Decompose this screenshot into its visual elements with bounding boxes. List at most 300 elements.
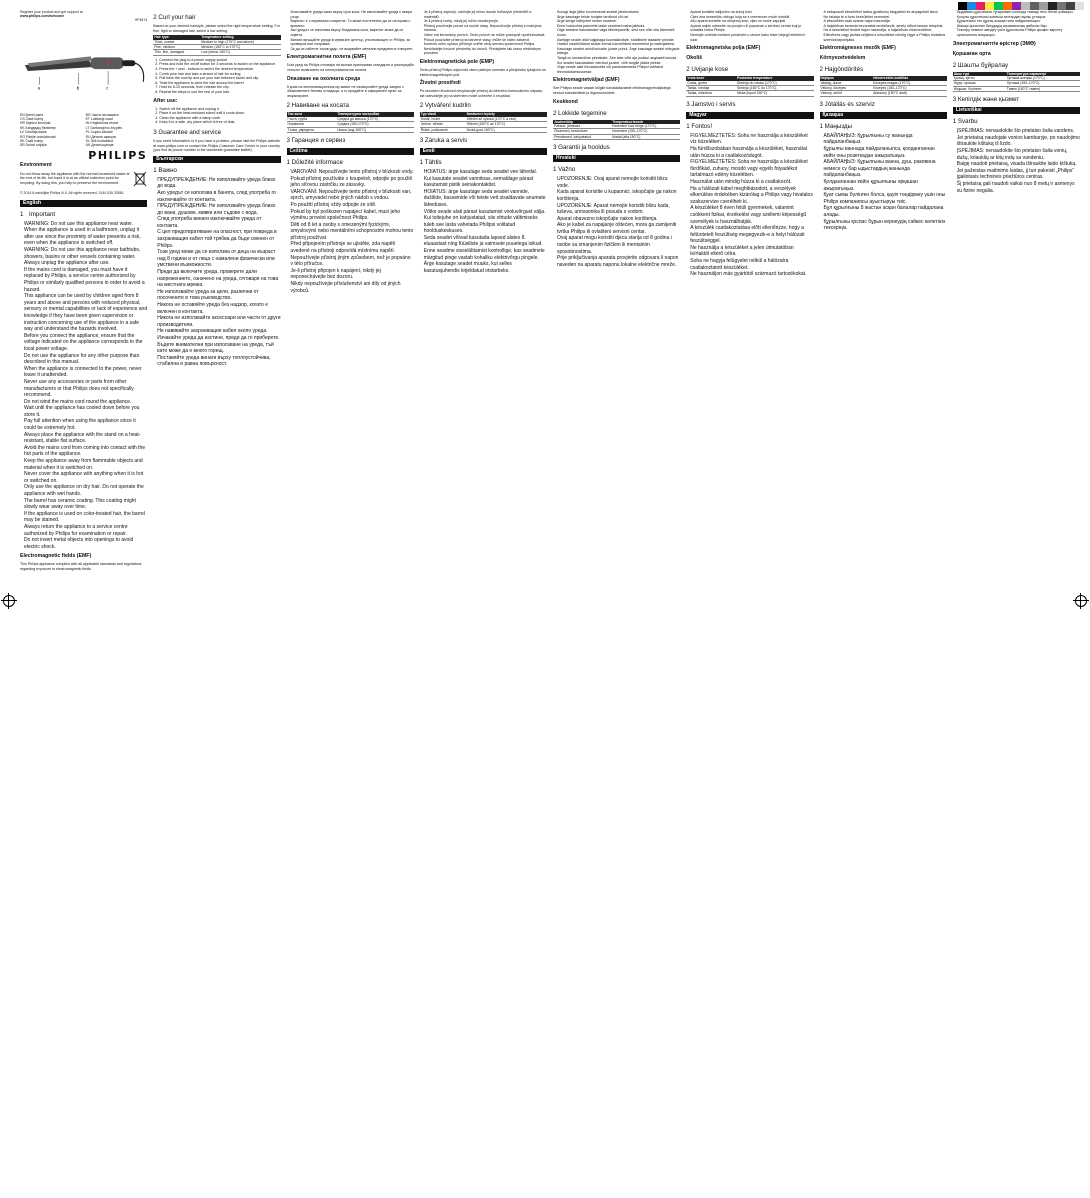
list-item: • Always place the appliance with the stand on a heat-resistant, stable flat surface.: [24, 432, 147, 445]
hu-env-title: Környezetvédelem: [819, 55, 866, 62]
column-6: [686, 10, 813, 1190]
list-item: • If the mains cord is damaged, you must have it replaced by Philips, a service centre authorized by Philips or similarly qualified persons in order to avoid a hazard.: [24, 267, 147, 293]
table-row: [553, 134, 680, 139]
table-cell: Alacsony (150°C alatt): [872, 91, 947, 96]
list-item: • UPOZORENJE: Ovaj aparat nemojte koristiti blizu vode.: [557, 176, 680, 189]
list-item: • След употреба винаги изключвайте уреда от контакта.: [157, 216, 280, 229]
table-cell: Niska (ispod 150°C): [736, 91, 814, 96]
legend-item: BG Части на машата: [85, 112, 119, 117]
list-item: • Soha ne hagyja felügyelet nélkül a hálózatra csatlakoztatott készüléket.: [690, 258, 813, 271]
list-item: • WARNING: Do not use this appliance near water.: [24, 221, 147, 228]
color-swatch: [994, 2, 1003, 10]
list-item: • UPOZORENJE: Aparat nemojte koristiti blizu kada, tuševa, umivaonika ili posuda s vodom.: [557, 203, 680, 216]
hu-important-title: 1 Fontos!: [686, 122, 713, 130]
table-header-cell: Postavka temperature: [736, 76, 814, 80]
list-item: • Kui toitejuhe on kahjustatud, siis ohtude vältimiseks tuleb see lasta vahetada Philipsi volitatud hoolduskeskuses.: [424, 215, 547, 235]
list-item: • The barrel has ceramic coating. This coating might slowly wear away over time.: [24, 498, 147, 511]
table-cell: Srednja do visoka (170°C): [736, 81, 814, 86]
list-item: • Қуат сымы бүлінген болса, қауіп төндірмеу үшін оны Philips компаниясы ауыстыруы тиіс.: [824, 192, 947, 205]
table-cell: Жіңішке, бүлінген: [953, 86, 1006, 91]
list-item: • Cijev ima keramičku oblogu koja se s vremenom može istrošiti.: [690, 15, 813, 20]
hu-guarantee-title: 3 Jótállás és szerviz: [819, 100, 875, 108]
table-cell: Гъста, груба: [287, 117, 337, 122]
list-item: • Преди да включите уреда, проверете дали напрежението, означено на уреда, отговаря на това на местната мрежа.: [157, 269, 280, 289]
table-header-cell: Typ vlasů: [420, 112, 466, 116]
list-item: • Jei prietaisą naudojate vonios kambaryje, po naudojimo ištraukite kištuką iš lizdo.: [957, 135, 1080, 148]
legend-item: ET Lokitangi osad: [85, 117, 113, 122]
list-item: • Never cover the appliance with anything when it is hot or switched on.: [24, 471, 147, 484]
table-cell: Қалың, қатты: [953, 76, 1006, 81]
register-line: Register your product and get support at: [20, 10, 83, 14]
list-item: • Қосулы құрылғыны жанғыш заттардан аулақ ұстаңыз.: [957, 15, 1080, 20]
list-item: • Ако уредът се използва върху боядисана коса, варелът може да се оцвети.: [291, 28, 414, 37]
table-cell: Közepes-magas (170°C): [872, 81, 947, 86]
hu-temperature-table: [820, 76, 947, 97]
hu-more-list: [820, 10, 947, 42]
list-item: 1. Connect the plug to a power supply socket.: [159, 58, 280, 63]
emf-title: Electromagnetic fields (EMF): [20, 553, 92, 560]
hr-important-title: 1 Važno: [553, 166, 576, 174]
registration-mark-left: [3, 595, 15, 607]
table-cell: Төмен (150°C төмен): [1006, 86, 1080, 91]
list-item: • Ne takarja le a forró készüléket semmivel.: [824, 15, 947, 20]
list-item: • Kui seadet kasutatakse värvitud juustel, võib tangile jääda plekke.: [557, 61, 680, 66]
table-cell: Жұқа, орташа: [953, 81, 1006, 86]
after-use-title: After use:: [153, 97, 178, 104]
list-item: • Hoidke sisselülitatud seade eemal tuleohtlikest esemetest ja materjalidest.: [557, 42, 680, 47]
table-row: [287, 127, 414, 132]
et-emf-title: Elektromagnetväljad (EMF): [553, 77, 620, 84]
table-header-cell: Juuksetüüp: [553, 120, 611, 124]
list-item: • VAROVÁNÍ: Nepoužívejte tento přístroj v blízkosti van, sprch, umyvadel nebo jiných nádob s vodou.: [291, 189, 414, 202]
list-item: • Keep the appliance away from flammable objects and material when it is switched on.: [24, 458, 147, 471]
list-item: • Je-li přístroj zapnutý, udržujte jej mimo dosah hořlavých předmětů a materiálů.: [424, 10, 547, 19]
cs-guarantee-title: 3 Záruka a servis: [419, 136, 468, 144]
list-item: • Nevkládejte kovové předměty do otvorů. Předejdete tak úrazu elektrickým proudem.: [424, 47, 547, 56]
column-3: [287, 10, 414, 1190]
list-item: • Olge seadme kasutamisel väga tähelepanelik, sest see võib olla äärmiselt kuum.: [557, 28, 680, 37]
parts-legend: [20, 113, 147, 148]
list-item: • Nepoužívejte přístroj jiným způsobem, než je popsáno v této příručce.: [291, 255, 414, 268]
list-item: • АБАЙЛАҢЫЗ: Құрылғыны су жанында пайдаланбаңыз.: [824, 133, 947, 146]
list-item: • A hajsütővas kerámia bevonattal rendelkezik, amely idővel lassan lekophat.: [824, 24, 947, 29]
hr-more-list: [686, 10, 813, 42]
list-item: • Only use the appliance on dry hair. Do not operate the appliance with wet hands.: [24, 484, 147, 497]
list-item: • When the appliance is used in a bathroom, unplug it after use since the proximity of water presents a risk, even when the appliance is switched off.: [24, 227, 147, 247]
column-1: [20, 10, 147, 1190]
list-item: • This appliance can be used by children aged from 8 years and above and persons with reduced physical, sensory or mental capabilities or lack of experience and knowledge if they have been given supervision or instruction concerning use of the appliance in a safe way and understand the hazards involved.: [24, 293, 147, 333]
list-item: • Never use any accessories or parts from other manufacturers or that Philips does not specifically recommend.: [24, 379, 147, 399]
svg-text:a: a: [37, 85, 41, 91]
list-item: • Винаги връщайте уреда в сервизен център, упълномощен от Philips, за проверка или поправка.: [291, 38, 414, 47]
hr-guarantee-title: 3 Jamstvo i servis: [686, 100, 736, 108]
cs-env-title: Životní prostředí: [419, 80, 461, 87]
guarantee-text: If you need information or if you have a problem, please visit the Philips website at www.philips.com or contact the Philips Customer Care Centre in your country (you find its phone number in the worldwide guarantee leaflet).: [153, 138, 280, 153]
list-item: • Құрылғыны тек құрғақ шашқа ғана пайдаланыңыз.: [957, 19, 1080, 24]
list-item: 8. Repeat the steps to curl the rest of your hair.: [159, 90, 280, 95]
list-item: • A bekapcsolt készüléket tartsa gyúlékony tárgyaktól és anyagoktól távol.: [824, 10, 947, 15]
color-swatch: [1039, 2, 1048, 10]
list-item: • Ha a hálózati kábel meghibásodott, a veszélyek elkerülése érdekében kizárólag a Philips vagy hivatalos szakszervize cserélheti ki.: [690, 186, 813, 206]
hr-env-title: Okoliš: [686, 55, 703, 62]
section-guarantee: 3 Guarantee and service: [153, 128, 222, 136]
list-item: • Kada aparat koristite u kupaonici, iskopčajte ga nakon korištenja.: [557, 189, 680, 202]
column-8: [953, 10, 1080, 1190]
bg-warning-list: [153, 177, 280, 368]
list-item: • HOIATUS: ärge kasutage seda seadet vee lähedal.: [424, 169, 547, 176]
table-cell: Medium (150°C to 170°C): [200, 45, 280, 50]
list-item: • Ha a készüléket festett hajon használja, a hajsütővas elszíneződhet.: [824, 28, 947, 33]
cs-emf-text: Tento přístroj Philips odpovídá všem platným normám a předpisům týkajícím se elektromagnetických polí.: [419, 67, 546, 77]
legend-item: CS Části kulmy: [20, 117, 44, 122]
table-cell: Řídké, poškozené: [420, 127, 466, 132]
hr-emf-title: Elektromagnetska polja (EMF): [686, 45, 761, 52]
hr-temperature-table: [686, 76, 813, 97]
after-use-steps: [153, 107, 280, 125]
color-swatch: [1057, 2, 1066, 10]
list-item: 7. Hold for 8-10 seconds, then release the clip.: [159, 85, 280, 90]
cs-more-list: [420, 10, 547, 56]
list-item: 6. Twist the appliance to wind the hair around the barrel.: [159, 81, 280, 86]
list-item: • Aparat koristite isključivo na suhoj kosi.: [690, 10, 813, 15]
table-header-cell: Hair type: [153, 35, 200, 39]
table-cell: Gusta, gruba: [686, 81, 736, 86]
english-warnings: [20, 221, 147, 551]
list-item: • ПРЕДУПРЕЖДЕНИЕ: Не използвайте уреда близо до вани, душове, мивки или съдове с вода.: [157, 203, 280, 216]
list-item: • Válec má keramický povrch. Tento povrch se může postupně opotřebovávat.: [424, 33, 547, 38]
color-swatch: [1012, 2, 1021, 10]
list-item: • Ako aparat koristite na obojenoj kosi, cijev se može zaprljati.: [690, 19, 813, 24]
kk-env-title: Қоршаған орта: [952, 50, 991, 57]
list-item: • Před připojením přístroje se ujistěte, zda napětí uvedené na přístroji odpovídá místnímu napětí.: [291, 241, 414, 254]
list-item: • Enne seadme sisselülitamist kontrollige, kas seadmele märgitud pinge vastab kohaliku elektrivõrgu pingele.: [424, 248, 547, 261]
list-item: • Никога не използвайте аксесоари или части от други производители.: [157, 315, 280, 328]
legend-item: LV Cirtotāja daļas: [20, 130, 47, 135]
list-item: • Võtke seade alati pärast kasutamist vooluvõrgust välja.: [424, 209, 547, 216]
cs-env-text: Po skončení životnosti nevyhazujte přístroj do běžného komunálního odpadu, ale odevzdejte jej na sběrném místě určeném k recyklaci.: [419, 89, 544, 98]
table-row: [820, 91, 947, 96]
table-cell: Paksud, jämedad: [553, 124, 611, 129]
table-cell: Thick, coarse: [153, 40, 200, 45]
list-item: • Po použití přístroj vždy odpojte ze sítě.: [291, 202, 414, 209]
table-cell: Орташа-жоғары (170°C): [1006, 76, 1080, 81]
list-item: • Wait until the appliance has cooled down before you store it.: [24, 405, 147, 418]
list-item: • Pay full attention when using the appliance since it could be extremely hot.: [24, 418, 147, 431]
list-item: • Before you connect the appliance, ensure that the voltage indicated on the appliance corresponds to the local power voltage.: [24, 333, 147, 353]
list-item: • Ако уредът се използва в банята, след употреба го изключвайте от контакта.: [157, 190, 280, 203]
list-item: • С цел предотвратяване на опасност, при повреда в захранващия кабел той трябва да бъде сменен от Philips.: [157, 229, 280, 249]
bg-more-list: [287, 10, 414, 51]
section-bg-important: 1 Важно: [153, 166, 177, 174]
list-item: • If the appliance is used on color-treated hair, the barrel may be stained.: [24, 511, 147, 524]
color-swatch: [1048, 2, 1057, 10]
legend-item: HR Dijelovi kovrčala: [20, 121, 51, 126]
table-row: [686, 91, 813, 96]
table-cell: Tanka, oštećena: [686, 91, 736, 96]
et-warning-list: [420, 169, 547, 275]
list-item: • Je-li přístroj připojen k napájení, nikdy jej neponechávejte bez dozoru.: [291, 268, 414, 281]
table-cell: Střední (150°C až 170°C): [466, 122, 547, 127]
table-header-cell: Hajtípus: [820, 76, 873, 80]
list-item: • ПРЕДУПРЕЖДЕНИЕ: Не използвайте уреда близо до вода.: [157, 177, 280, 190]
curl-steps: [153, 58, 280, 95]
column-4: [420, 10, 547, 1190]
table-row: [153, 50, 280, 55]
list-item: 3. Press the + and - buttons to select the desired temperature.: [159, 67, 280, 72]
list-item: • Always return the appliance to a service centre authorized by Philips for examination or repair.: [24, 524, 147, 537]
list-item: • Ärge kasutage seadet muuks, kui selles kasutusjuhendis kirjeldatud otstarbeks.: [424, 261, 547, 274]
environment-block: [20, 171, 147, 187]
section-important: 1 Important: [20, 210, 56, 218]
list-item: • Ha fürdőszobában használja a készüléket, használat után húzza ki a csatlakozódugót.: [690, 146, 813, 159]
list-item: • FIGYELMEZTETÉS: Soha ne használja a készüléket fürdőkád, zuhany, mosdó vagy egyéb folyadékot tartalmazó edény közelében.: [690, 159, 813, 179]
lt-important-title: 1 Svarbu: [952, 118, 978, 126]
et-emf-text: See Philipsi seade vastab kõigile kohaldatavatele elektromagnetväljadega seotud standarditele ja õigusnormidele.: [553, 86, 671, 95]
list-item: • Aparat uvijek odnesite na provjeru ili popravak u servisni centar koji je ovlastila tvrtka Philips.: [690, 24, 813, 33]
kk-important-title: 1 Маңызды: [819, 122, 852, 130]
list-item: • FIGYELMEZTETÉS: Soha ne használja a készüléket víz közelében.: [690, 133, 813, 146]
table-row: [420, 127, 547, 132]
crossed-bin-icon: [133, 171, 147, 187]
list-item: • Avoid the mains cord from coming into contact with the hot parts of the appliance.: [24, 445, 147, 458]
curling-iron-drawing: [20, 37, 147, 107]
list-item: • Бъдете внимателни при използване на уреда, тъй като може да е много горещ.: [157, 342, 280, 355]
table-cell: Ниска (под 150°C): [336, 127, 414, 132]
print-color-bar: [958, 2, 1084, 10]
legend-item: HU Hajsütővas részei: [85, 121, 119, 126]
bg-emf-text: Този уред на Philips отговаря на всички приложими стандарти и разпоредби относно излагането на електромагнитни полета.: [286, 63, 414, 72]
list-item: • Не навивайте захранващия кабел около уреда.: [157, 328, 280, 335]
list-item: • Құрылғы ваннада пайдаланылса, қолданғаннан кейін оны розеткадан ажыратыңыз.: [824, 146, 947, 159]
hr-curl-title: 2 Uvijanje kose: [686, 66, 729, 74]
manual-columns: [20, 10, 1080, 1190]
language-bar-bulgarian: Български: [153, 156, 280, 163]
lt-warning-list: [953, 128, 1080, 194]
et-curl-title: 2 Lokkide tegemine: [553, 109, 607, 117]
emf-text: This Philips appliance complies with all applicable standards and regulations regarding exposure to electromagnetic fields.: [20, 562, 142, 571]
list-item: • Ne használja a készüléket a jelen útmutatóban leírtaktól eltérő célra.: [690, 245, 813, 258]
table-cell: Srednja (150°C do 170°C): [736, 85, 814, 90]
table-cell: Medium to high (170°C and above): [200, 40, 280, 45]
language-bar-eesti: Eesti: [420, 148, 547, 155]
et-temperature-table: [553, 120, 680, 141]
table-header-cell: Шаш түрі: [953, 72, 1006, 76]
product-illustration: [20, 37, 147, 107]
cs-temperature-table: [420, 112, 547, 133]
list-item: • Do not insert metal objects into openings to avoid electric shock.: [24, 537, 147, 550]
table-cell: Vékony, sérült: [820, 91, 873, 96]
et-guarantee-title: 3 Garantii ja hooldus: [553, 144, 610, 152]
table-cell: Madal (alla 150°C): [611, 134, 680, 139]
table-cell: Keskmine kuni kõrge (170°C): [611, 124, 680, 129]
table-cell: Nízká (pod 150°C): [466, 127, 547, 132]
list-item: • Prije priključivanja aparata provjerite odgovara li napon naveden na aparatu naponu lokalne električne mreže.: [557, 255, 680, 268]
table-cell: Husté, hrubé: [420, 117, 466, 122]
list-item: • Не използвайте уреда за цели, различни от посочените в това ръководство.: [157, 289, 280, 302]
temperature-table: [153, 35, 280, 56]
list-item: • Always unplug the appliance after use.: [24, 260, 147, 267]
list-item: • Құрылғыны қоспас бұрын кернеудің сәйкес келетінін тексеріңіз.: [824, 219, 947, 232]
table-cell: Fine, medium: [153, 45, 200, 50]
kk-curl-title: 2 Шашты бұйралау: [952, 61, 1009, 69]
list-item: 3. Clean the appliance with a damp cloth.: [159, 116, 280, 121]
table-row: [953, 86, 1080, 91]
table-cell: Орташа (150–170°C): [1006, 81, 1080, 86]
list-item: 1. Switch off the appliance and unplug it.: [159, 107, 280, 112]
list-item: 2. Place it on the heat-resistant stand until it cools down.: [159, 111, 280, 116]
hu-warning-list: [686, 133, 813, 278]
color-swatch: [1003, 2, 1012, 10]
legend-item: UK Деталі щипців: [85, 143, 114, 148]
list-item: • За да се избегне токов удар, не вкарвайте метални предмети в отворите.: [291, 47, 414, 52]
language-bar-kazakh: Қазақша: [820, 112, 947, 119]
list-item: 2. Press and hold the on/off button for 3 seconds to switch on the appliance.: [159, 62, 280, 67]
list-item: • Әрдайым құрылғыны тұғырымен ыстыққа төзімді тегіс бетке қойыңыз.: [957, 10, 1080, 15]
kk-warning-list: [820, 133, 947, 232]
table-cell: Střední až vysoká (170°C a více): [466, 117, 547, 122]
list-item: • Seda seadet võivad kasutada lapsed alates 8. eluaastast ning füüsiliste ja vaimsete puuetega isikud.: [424, 235, 547, 248]
legend-item: SR Delovi uvijača: [20, 143, 47, 148]
list-item: • Kasutage seadet ainult kuivade juuste puhul. Ärge kasutage seadet märgade kätega.: [557, 47, 680, 56]
list-item: • VAROVÁNÍ: Nepoužívejte tento přístroj v blízkosti vody.: [291, 169, 414, 176]
column-7: [820, 10, 947, 1190]
color-swatch: [985, 2, 994, 10]
warning-list: [20, 221, 147, 551]
table-cell: Vastag, durva: [820, 81, 873, 86]
svg-text:b: b: [76, 85, 80, 91]
color-swatch: [976, 2, 985, 10]
bg-env-text: В края на експлоатационния му живот не изхвърляйте уреда заедно с обикновените битови отпадъци, а го предайте в официален пункт за рециклиране.: [286, 84, 404, 98]
list-item: • Kunagi ärge jätke kuumenevat seadet järelevalveta.: [557, 10, 680, 15]
legend-item: LT Garbanojimo žnyplės: [85, 125, 123, 130]
legend-item: PL Części lokówki: [85, 130, 113, 135]
table-cell: Peenikesed, kahjustatud: [553, 134, 611, 139]
kk-emf-title: Электромагниттік өрістер (ЭМӨ): [952, 40, 1036, 47]
list-item: • Šį prietaisą gali naudoti vaikai nuo 8 metų ir asmenys su fizine negalia.: [957, 181, 1080, 194]
list-item: 4. Comb your hair and take a strand of hair for curling.: [159, 72, 280, 77]
et-more-list: [553, 10, 680, 74]
list-item: • Pokud používáte přístroj na barvené vlasy, může se válec zabarvit.: [424, 38, 547, 43]
table-cell: Thin, fine, damaged: [153, 50, 200, 55]
svg-text:c: c: [106, 85, 109, 91]
list-item: • ĮSPĖJIMAS: nenaudokite šio prietaiso šalia vonių, dušų, kriauklių ar kitų indų su vandeniu.: [957, 148, 1080, 161]
list-item: • Ovaj aparat mogu koristiti djeca starija od 8 godina i osobe sa smanjenim fizičkim ili mentalnim sposobnostima.: [557, 235, 680, 255]
bg-temperature-table: [287, 112, 414, 133]
table-cell: Тънка, увредена: [287, 127, 337, 132]
list-item: • Варелът е с керамично покритие. То може постепенно да се изтърква с времето.: [291, 19, 414, 28]
table-cell: Нормална: [287, 122, 337, 127]
trademark-line: © 2014 Koninklijke Philips N.V. All rights reserved. 3140 035 33581: [20, 191, 124, 196]
hu-emf-title: Elektromágneses mezők (EMF): [819, 45, 896, 52]
table-cell: Средна до висока (170°C): [336, 117, 414, 122]
legend-item: SL Deli kodralnika: [85, 139, 113, 144]
list-item: • Asetage seade alati tugijalaga kuumakindlale, stabiilsele tasasele pinnale.: [557, 38, 680, 43]
list-item: • Поставяйте уреда винаги върху топлоустойчива, стабилна и равна повърхност.: [157, 355, 280, 368]
table-cell: Tanka, srednja: [686, 85, 736, 90]
list-item: • When the appliance is connected to the power, never leave it unattended.: [24, 366, 147, 379]
language-bar-czech: Čeština: [287, 148, 414, 155]
table-cell: Low (below 150°C): [200, 50, 280, 55]
bg-curl-title: 2 Навиване на косата: [286, 102, 349, 110]
list-item: • A készüléket 8 éven felüli gyermekek, valamint csökkent fizikai, érzékelési vagy szellemi képességű személyek is használhatják.: [690, 205, 813, 225]
et-env-title: Keskkond: [553, 98, 578, 105]
section-curl: 2 Curl your hair: [153, 14, 196, 21]
kk-temperature-table: [953, 72, 1080, 93]
hu-curl-title: 2 Hajgöndörítés: [819, 66, 864, 74]
list-item: • Használat után mindig húzza ki a csatlakozót.: [690, 179, 813, 186]
language-bar-hrvatski: Hrvatski: [553, 155, 680, 162]
table-header-cell: Vrsta kose: [686, 76, 736, 80]
color-swatch: [1075, 2, 1084, 10]
hr-warning-list: [553, 176, 680, 268]
table-cell: Средна (150-170°C): [336, 122, 414, 127]
list-item: • Ne használjon más gyártótól származó tartozékokat.: [690, 271, 813, 278]
list-item: • HOIATUS: ärge kasutage seda seadet vannide, duššide, basseinide või teiste vett sisaldavate anumate läheduses.: [424, 189, 547, 209]
cs-important-title: 1 Důležité informace: [286, 158, 343, 166]
table-header-cell: Температурна настройка: [336, 112, 414, 116]
section-important-title: Important: [29, 210, 56, 218]
list-item: • Jei pažeistas maitinimo laidas, jį turi pakeisti „Philips“ įgaliotasis techninės priežiūros centras.: [957, 168, 1080, 181]
legend-item: EN Barrel parts: [20, 112, 44, 117]
color-swatch: [1066, 2, 1075, 10]
list-item: • Този уред може да се използва от деца на възраст над 8 години и от лица с намалени физически или умствени възможности.: [157, 249, 280, 269]
list-item: • Pokud by byl poškozen napájecí kabel, musí jeho výměnu provést společnost Philips.: [291, 209, 414, 222]
philips-logo: PHILIPS: [88, 148, 148, 162]
model-number: HP4674: [134, 18, 148, 23]
list-item: • Никога не оставяйте уреда без надзор, когато е включен в контакта.: [157, 302, 280, 315]
list-item: • Pokud přístroj používáte v koupelně, odpojte po použití jeho síťovou zástrčku ze zásuvky.: [291, 176, 414, 189]
list-item: • Ärge kasutage teiste tootjate tarvikuid või osi.: [557, 15, 680, 20]
table-header-cell: Temperature setting: [200, 35, 280, 39]
list-item: • Kontrolu nebo opravu přístroje svěřte vždy servisu společnosti Philips.: [424, 42, 547, 47]
list-item: • WARNING: Do not use this appliance near bathtubs, showers, basins or other vessels containing water.: [24, 247, 147, 260]
bg-emf-title: Електромагнитни полета (EMF): [286, 54, 367, 61]
language-bar-english: English: [20, 200, 147, 207]
table-header-cell: Тип коса: [287, 112, 337, 116]
table-header-cell: Nastavení teploty: [466, 112, 547, 116]
list-item: • Enne hoiukohta panemist laske seadmel maha jahtuda.: [557, 24, 680, 29]
list-item: 5. Pull back the cool tip and put your hair between barrel and clip.: [159, 76, 280, 81]
table-header-cell: Hőmérséklet-beállítás: [872, 76, 947, 80]
list-item: 4. Keep it in a safe, dry place which is free of dust.: [159, 120, 280, 125]
legend-item: RO Părţile ondulatorului: [20, 134, 56, 139]
list-item: • Изчакайте уреда да изстине, преди да го приберете.: [157, 335, 280, 342]
kk-more-list: [953, 10, 1080, 38]
list-item: • Ellenőrzés vagy javítás céljából a készüléket mindig vigye a Philips hivatalos szervizközpontjába.: [824, 33, 947, 42]
table-header-cell: Temperatuuriseade: [611, 120, 680, 124]
color-swatch: [958, 2, 967, 10]
legend-item: KK Бигудидің бөліктері: [20, 125, 56, 130]
list-item: • Използвайте уреда само върху суха коса. Не използвайте уреда с мокри ръце.: [291, 10, 414, 19]
list-item: • Nikdy nepoužívejte příslušenství ani díly od jiných výrobců.: [291, 281, 414, 294]
table-cell: Keskmine (150–170°C): [611, 129, 680, 134]
cs-curl-title: 2 Vytváření kudrlin: [419, 102, 471, 110]
language-bar-lietuviskai: Lietuviškai: [953, 107, 1080, 114]
list-item: • АБАЙЛАҢЫЗ: Құрылғыны ванна, душ, раковина немесе су бар ыдыстардың жанында пайдаланбаңыз.: [824, 159, 947, 179]
bg-guarantee-title: 3 Гаранция и сервиз: [286, 136, 346, 144]
environment-text: Do not throw away the appliance with the normal household waste at the end of its life, but hand it in at an official collection point for recycling. By doing this, you help to preserve the environment.: [20, 171, 130, 185]
bg-env-title: Опазване на околната среда: [286, 75, 361, 82]
cs-emf-title: Elektromagnetická pole (EMP): [419, 58, 495, 65]
list-item: • Děti od 8 let a osoby s omezenými fyzickými, smyslovými nebo mentálními schopnostmi mohou tento přístroj používat.: [291, 222, 414, 242]
list-item: • Kui kasutate seadet vannitoas, eemaldage pärast kasutamist pistik seinakontaktist.: [424, 176, 547, 189]
legend-item: SK Časti kulmy: [20, 139, 43, 144]
list-item: • Шашқа арналған бигудидің керамикалық жабыны бар.: [957, 24, 1080, 29]
color-swatch: [967, 2, 976, 10]
list-item: • Тексеру немесе жөндеу үшін құрылғыны Philips қызмет көрсету орталығына апарыңыз.: [957, 28, 1080, 37]
language-bar-magyar: Magyar: [686, 112, 813, 119]
list-item: • ĮSPĖJIMAS: nenaudokite šio prietaiso šalia vandens.: [957, 128, 1080, 135]
